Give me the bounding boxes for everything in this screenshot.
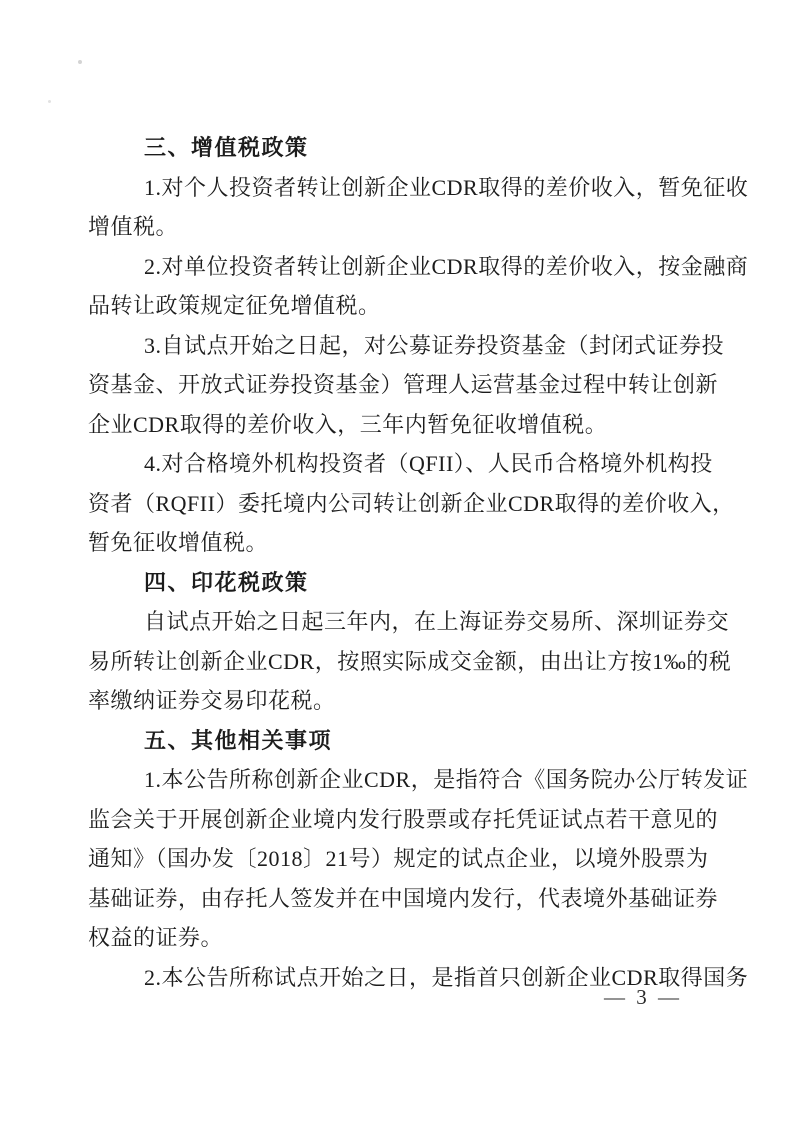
- scan-speck: [78, 60, 82, 64]
- text-line: 资者（RQFII）委托境内公司转让创新企业CDR取得的差价收入，: [88, 490, 735, 516]
- text-line: 1.本公告所称创新企业CDR，是指符合《国务院办公厅转发证: [144, 767, 749, 792]
- text-line: 资基金、开放式证券投资基金）管理人运营基金过程中转让创新: [88, 372, 719, 397]
- text-line: 基础证券，由存托人签发并在中国境内发行，代表境外基础证券: [88, 885, 719, 911]
- scan-speck: [48, 100, 51, 103]
- text-line: 率缴纳证券交易印花税。: [88, 688, 336, 713]
- section-heading: 三、增值税政策: [144, 135, 309, 160]
- section-other-matters: [88, 721, 749, 998]
- text-line: 品转让政策规定征免增值税。: [88, 293, 381, 318]
- text-line: 2.对单位投资者转让创新企业CDR取得的差价收入，按金融商: [144, 253, 749, 279]
- text-line: 增值税。: [88, 214, 179, 239]
- text-line: 暂免征收增值税。: [88, 530, 269, 555]
- text-line: 自试点开始之日起三年内，在上海证券交易所、深圳证券交: [144, 609, 730, 634]
- section-stamp-tax-policy: [88, 563, 732, 721]
- page-number: — 3 —: [604, 985, 682, 1009]
- text-line: 权益的证券。: [88, 925, 224, 950]
- section-heading: 五、其他相关事项: [144, 727, 333, 753]
- text-line: 4.对合格境外机构投资者（QFII）、人民币合格境外机构投: [144, 451, 713, 476]
- text-line: 通知》（国办发〔2018〕21号）规定的试点企业，以境外股票为: [88, 846, 709, 871]
- text-line: 易所转让创新企业CDR，按照实际成交金额，由出让方按1‰的税: [88, 648, 732, 674]
- section-heading: 四、印花税政策: [144, 569, 309, 595]
- text-line: 2.本公告所称试点开始之日，是指首只创新企业CDR取得国务: [144, 964, 749, 990]
- document-content: [88, 128, 749, 997]
- text-line: 1.对个人投资者转让创新企业CDR取得的差价收入，暂免征收: [144, 174, 749, 200]
- text-line: 3.自试点开始之日起，对公募证券投资基金（封闭式证券投: [144, 332, 725, 358]
- text-line: 监会关于开展创新企业境内发行股票或存托凭证试点若干意见的: [88, 806, 719, 832]
- text-line: 企业CDR取得的差价收入，三年内暂免征收增值税。: [88, 411, 608, 437]
- section-vat-policy: [88, 128, 749, 563]
